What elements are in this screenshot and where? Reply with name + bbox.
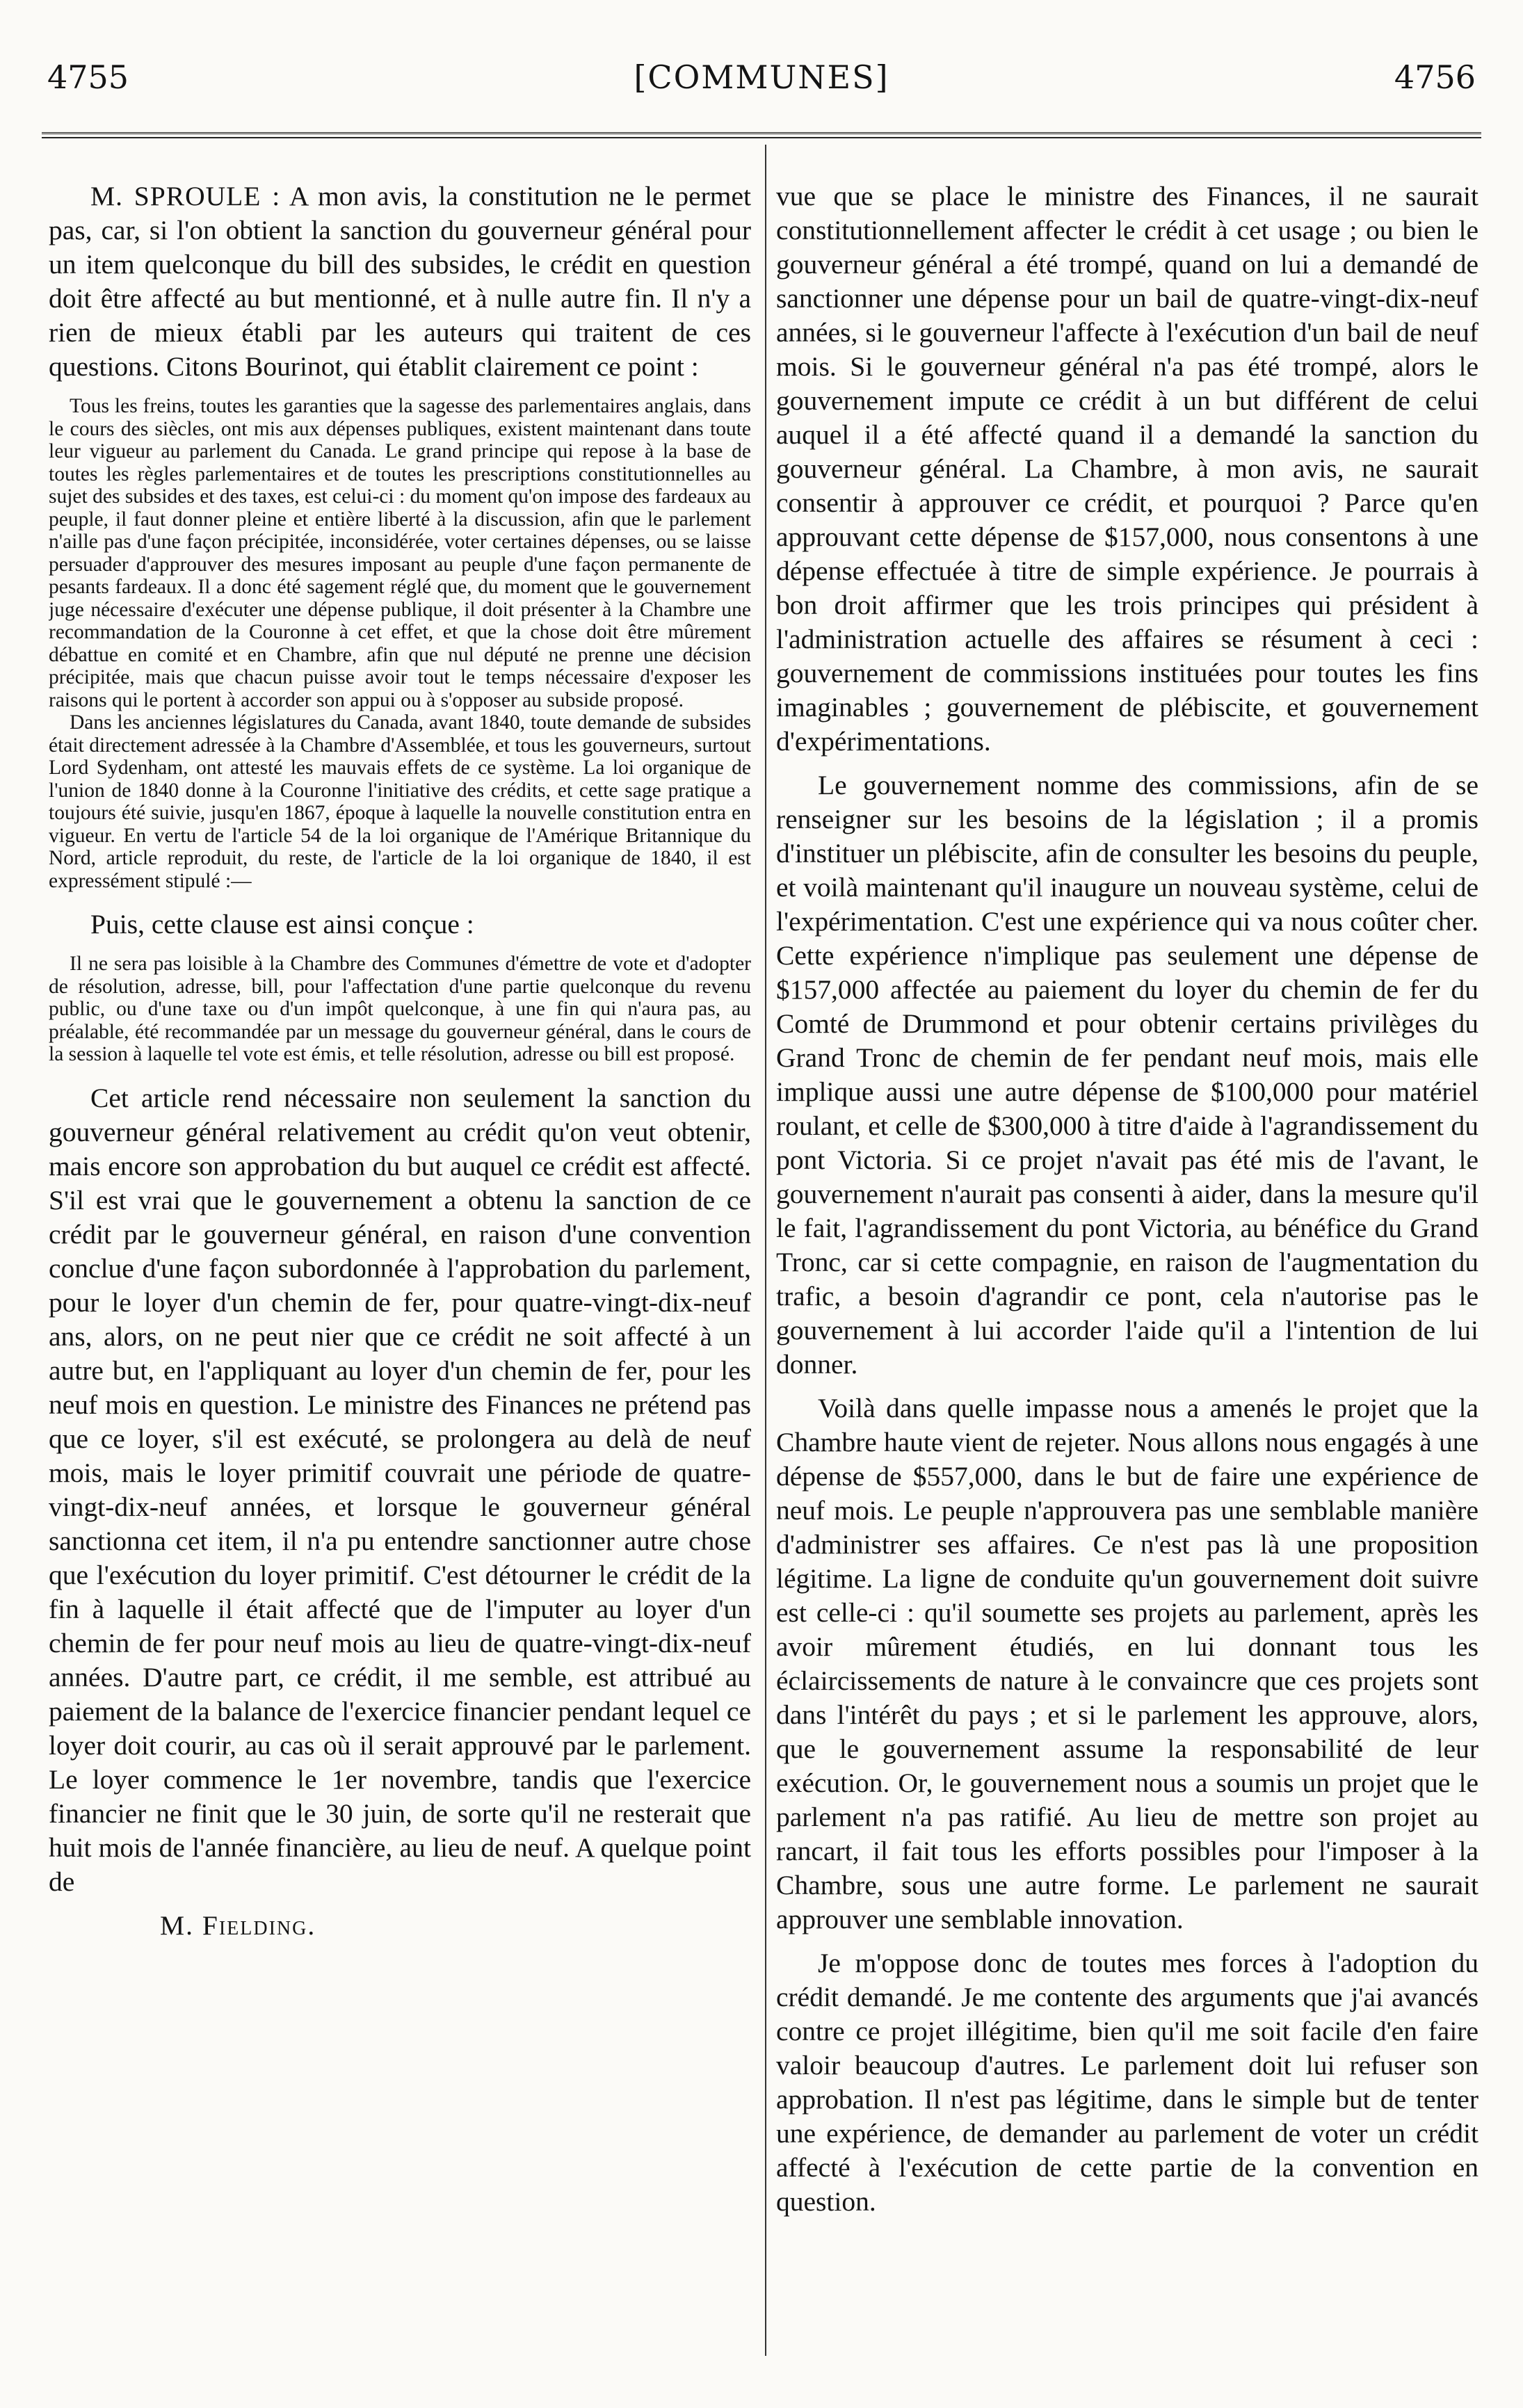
paragraph: Cet article rend nécessaire non seulement la sanction du gouverneur général relativement au crédit qu'on veut obtenir, mais encore son approbation du but auquel ce crédit est affecté. S'il est vrai que le gouvernement a obtenu la sanction de ce crédit par le gouverneur général, en raison d'une convention conclue d'une façon subordonnée à l'approbation du parlement, pour le loyer d'un chemin de fer, pour quatre-vingt-dix-neuf ans, alors, on ne peut nier que ce crédit ne soit affecté à un autre but, en l'appliquant au loyer d'un chemin de fer, pour les neuf mois en question. Le ministre des Finances ne prétend pas que ce loyer, s'il est exécuté, se prolongera au delà de neuf mois, mais le loyer primitif couvrait une période de quatre-vingt-dix-neuf années, et lorsque le gouverneur général sanctionna cet item, il n'a pu entendre sanctionner autre chose que l'exécution du loyer primitif. C'est détourner le crédit de la fin à laquelle il était affecté que de l'imputer au loyer d'un chemin de fer pour neuf mois au lieu de quatre-vingt-dix-neuf années. D'autre part, ce crédit, il me semble, est attribué au paiement de la balance de l'exercice financier pendant lequel ce loyer doit courir, au cas où il serait approuvé par le parlement. Le loyer commence le 1er novembre, tandis que l'exercice financier ne finit que le 30 juin, de sorte qu'il ne resterait que huit mois de l'année financière, au lieu de neuf. A quelque point de xyxy=(49,1082,751,1897)
header-rule xyxy=(42,132,1481,138)
quote-paragraph: Il ne sera pas loisible à la Chambre des Communes d'émettre de vote et d'adopter de résolution, adresse, bill, pour l'affectation d'une partie quelconque du revenu public, ou d'une taxe ou d'un impôt quelconque, à une fin qui n'aura pas, au préalable, été recommandée par un message du gouverneur général, dans le cours de la session à laquelle tel vote est émis, et telle résolution, adresse ou bill est proposé. xyxy=(49,953,751,1065)
block-quote xyxy=(49,953,751,1066)
paragraph: Puis, cette clause est ainsi conçue : xyxy=(90,909,474,939)
next-speaker: M. Fielding. xyxy=(160,1909,316,1941)
running-title: [COMMUNES] xyxy=(634,58,889,96)
paragraph: vue que se place le ministre des Finances, il ne saurait constitutionnellement affecter le crédit à cet usage ; ou bien le gouverneur général a été trompé, quand on lui a demandé de sanctionner une dépense pour un bail de quatre-vingt-dix-neuf années, si le gouverneur l'affecte à l'exécution d'un bail de neuf mois. Si le gouverneur général n'a pas été trompé, alors le gouvernement impute ce crédit à un but différent de celui auquel il a été affecté quand il a demandé la sanction du gouverneur général. La Chambre, à mon avis, ne saurait consentir à approuver ce crédit, et pourquoi ? Parce qu'en approuvant cette dépense de $157,000, nous consentons à une dépense effectuée à titre de simple expérience. Je pourrais à bon droit affirmer que les trois principes qui président à l'administration actuelle des affaires se résument à ceci : gouvernement de commissions instituées pour toutes les fins imaginables ; gouvernement de plébiscite, et gouvernement d'expérimentations. xyxy=(776,181,1478,757)
right-column xyxy=(776,179,1478,2363)
paragraph: Je m'oppose donc de toutes mes forces à l'adoption du crédit demandé. Je me contente des arguments que j'ai avancés contre ce projet illégitime, bien qu'il me soit facile d'en faire valoir beaucoup d'autres. Le parlement doit lui refuser son approbation. Il n'est pas légitime, dans le simple but de tenter une expérience, de demander au parlement de voter un crédit affecté à l'exécution de cette partie de la convention en question. xyxy=(776,1948,1478,2217)
quote-paragraph: Dans les anciennes législatures du Canada, avant 1840, toute demande de subsides était directement adressée à la Chambre d'Assemblée, et tous les gouverneurs, surtout Lord Sydenham, ont attesté les mauvais effets de ce système. La loi organique de l'union de 1840 donne à la Couronne l'initiative des crédits, et cette sage pratique a toujours été suivie, jusqu'en 1867, époque à laquelle la nouvelle constitution entra en vigueur. En vertu de l'article 54 de la loi organique de l'Amérique Britannique du Nord, article reproduit, du reste, de l'article de la loi organique de 1840, il est expressément stipulé :— xyxy=(49,711,751,892)
paragraph-text: A mon avis, la constitution ne le permet pas, car, si l'on obtient la sanction du gouverneur général pour un item quelconque du bill des subsides, le crédit en question doit être affecté au but mentionné, et à nulle autre fin. Il n'y a rien de mieux établi par les auteurs qui traitent de ces questions. Citons Bourinot, qui établit clairement ce point : xyxy=(49,181,751,382)
paragraph: Le gouvernement nomme des commissions, afin de se renseigner sur les besoins de la législation ; il a promis d'instituer un plébiscite, afin de consulter les besoins du peuple, et voilà maintenant qu'il inaugure un nouveau système, celui de l'expérimentation. C'est une expérience qui va nous coûter cher. Cette expérience n'implique pas seulement une dépense de $157,000 affectée au paiement du loyer du chemin de fer du Comté de Drummond et pour obtenir certains privilèges du Grand Tronc de chemin de fer pendant neuf mois, mais elle implique aussi une autre dépense de $100,000 pour matériel roulant, et celle de $300,000 à titre d'aide à l'agrandissement du pont Victoria. Si ce projet n'avait pas été mis de l'avant, le gouvernement n'aurait pas consenti à aider, dans la mesure qu'il le fait, l'agrandissement du pont Victoria, au bénéfice du Grand Tronc, car si cette compagnie, en raison de l'augmentation du trafic, a besoin d'agrandir ce pont, cela n'autorise pas le gouvernement à lui accorder l'aide qu'il a l'intention de lui donner. xyxy=(776,770,1478,1380)
quote-paragraph: Tous les freins, toutes les garanties que la sagesse des parlementaires anglais, dans le cours des siècles, ont mis aux dépenses publiques, existent maintenant dans toute leur vigueur au parlement du Canada. Le grand principe qui repose à la base de toutes les règles parlementaires et de toutes les prescriptions constitutionnelles au sujet des subsides et des taxes, est celui-ci : du moment qu'on impose des fardeaux au peuple, il faut donner pleine et entière liberté à la discussion, afin que le parlement n'aille pas d'une façon précipitée, inconsidérée, voter certaines dépenses, ou se laisse persuader d'approuver des mesures imposant au peuple d'une façon permanente de pesants fardeaux. Il a donc été sagement réglé que, du moment que le gouvernement juge nécessaire d'exécuter une dépense publique, il doit présenter à la Chambre une recommandation de la Couronne à cet effet, et que la chose doit être mûrement débattue en comité et en Chambre, afin que nul député ne prenne une décision précipitée, mais que chacun puisse avoir tout le temps nécessaire d'exposer les raisons qui le portent à accorder son appui ou à s'opposer au subside proposé. xyxy=(49,395,751,711)
block-quote xyxy=(49,395,751,892)
page-number-left: 4755 xyxy=(47,58,129,96)
speaker-name: M. SPROULE : xyxy=(90,181,281,211)
page-number-right: 4756 xyxy=(1394,58,1476,96)
paragraph: Voilà dans quelle impasse nous a amenés le projet que la Chambre haute vient de rejeter. Nous allons nous engagés à une dépense de $557,000, dans le but de faire une expérience de neuf mois. Le peuple n'approuvera pas une semblable manière d'administrer ses affaires. Ce n'est pas là une proposition légitime. La ligne de conduite qu'un gouvernement doit suivre est celle-ci : qu'il soumette ses projets au parlement, après les avoir mûrement étudiés, en lui donnant tous les éclaircissements de nature à le convaincre que ces projets sont dans l'intérêt du pays ; et si le parlement les approuve, alors, que le gouvernement assume la responsabilité de leur exécution. Or, le gouvernement nous a soumis un projet que le parlement n'a pas ratifié. Au lieu de mettre son projet au rancart, il fait tous les efforts possibles pour l'imposer à la Chambre, sous une autre forme. Le parlement ne saurait approuver une semblable innovation. xyxy=(776,1393,1478,1934)
column-divider xyxy=(765,145,766,2356)
left-column xyxy=(49,179,751,2363)
paragraph xyxy=(49,179,751,384)
page-header xyxy=(42,50,1481,106)
